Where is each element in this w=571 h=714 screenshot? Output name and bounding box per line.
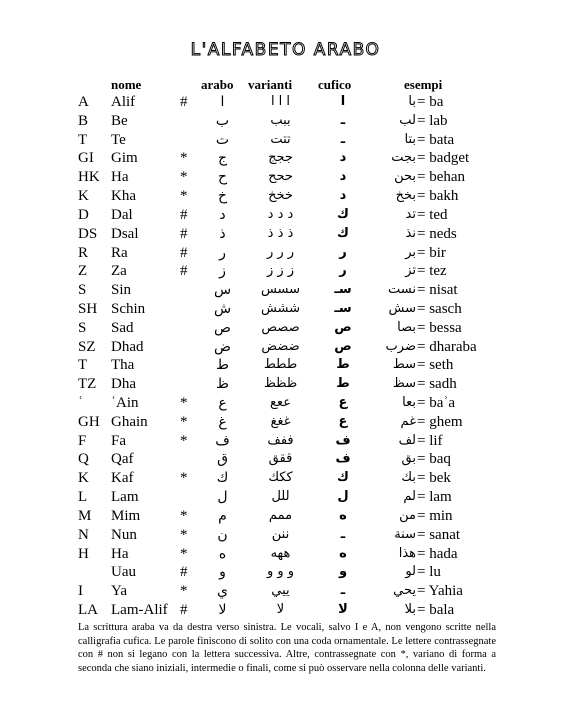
ligature-mark: * (180, 395, 188, 411)
example-arabic: لب (399, 112, 416, 128)
letter-variants: ذ ذ ذ (267, 225, 294, 241)
arabic-letter: ط (216, 357, 229, 374)
letter-variants: ححح (268, 169, 293, 185)
example-latin: = behan (417, 169, 466, 186)
letter-code: D (78, 206, 89, 223)
letter-variants: خخخ (268, 188, 293, 204)
table-row (0, 488, 571, 507)
table-row (0, 281, 571, 300)
letter-name: Dha (111, 376, 136, 393)
example-latin: = sanat (417, 526, 461, 543)
letter-name: Mim (111, 507, 141, 524)
letter-variants: ز ز ز (266, 263, 295, 279)
ligature-mark: * (180, 432, 188, 449)
example-arabic: لو (405, 564, 416, 580)
table-row (0, 394, 571, 413)
arabic-letter: س (213, 282, 232, 299)
kufic-letter: ك (337, 470, 349, 486)
letter-variants: غغغ (270, 413, 291, 429)
letter-code: TZ (78, 376, 97, 393)
letter-code: S (78, 319, 87, 336)
letter-variants: ههه (270, 545, 291, 561)
letter-name: Ghain (111, 413, 148, 430)
kufic-letter: ـ (340, 583, 346, 599)
letter-code: Q (78, 451, 89, 468)
letter-variants: ا ا ا (270, 94, 291, 109)
letter-code: SH (78, 300, 98, 317)
example-latin: = baq (417, 451, 451, 468)
example-arabic: من (399, 507, 416, 523)
table-row (0, 432, 571, 451)
example-latin: = Yahia (417, 583, 463, 600)
letter-name: Tha (111, 357, 135, 374)
letter-code: GH (78, 413, 100, 430)
table-row (0, 507, 571, 526)
example-latin: = neds (417, 225, 457, 242)
ligature-mark: * (180, 507, 188, 524)
table-row (0, 93, 571, 112)
example-arabic: هذا (398, 545, 416, 561)
example-arabic: بتا (404, 131, 416, 147)
example-latin: = tez (417, 263, 447, 280)
letter-code: Z (78, 263, 88, 280)
table-header (0, 77, 571, 93)
kufic-letter: ا (340, 94, 346, 109)
letter-variants: ششش (260, 300, 301, 316)
example-latin: = lab (417, 112, 448, 129)
table-row (0, 563, 571, 582)
letter-name: Sad (111, 319, 134, 336)
letter-variants: ننن (271, 526, 290, 542)
arabic-letter: ظ (216, 376, 229, 393)
table-row (0, 112, 571, 131)
example-arabic: نست (388, 282, 416, 298)
footnote: La scrittura araba va da destra verso sinistra. Le vocali, salvo I e A, non vengono scritte nella calligrafia cufica. Le parole finiscono di solito con una coda ornamentale. Le lettere contrassegnate con # non si legano con la lettera successiva. Altre, contrassegnate con *, variano di forma a seconda che siano iniziali, intermedie o finali, come si può osservare nella colonna delle varianti. (78, 622, 496, 674)
header-cufico: cufico (318, 77, 352, 92)
table-row (0, 319, 571, 338)
letter-name: Gim (111, 150, 138, 167)
kufic-letter: و (338, 564, 348, 580)
example-arabic: سنة (394, 526, 416, 542)
example-latin: = ghem (417, 413, 463, 430)
letter-variants: تتت (270, 131, 291, 147)
arabic-letter: ر (219, 244, 226, 261)
letter-code: A (78, 94, 89, 110)
letter-name: Lam (111, 489, 139, 506)
example-latin: = bakh (417, 188, 459, 205)
arabic-letter: ض (214, 338, 231, 355)
example-arabic: بق (401, 451, 416, 467)
example-arabic: بحن (394, 169, 416, 185)
table-row (0, 262, 571, 281)
letter-variants: صصص (261, 319, 300, 335)
example-latin: = seth (417, 357, 454, 374)
example-arabic: بعا (402, 395, 416, 410)
letter-variants: ككك (268, 470, 293, 486)
kufic-letter: ك (337, 206, 349, 222)
arabic-letter: م (218, 507, 227, 524)
kufic-letter: ه (339, 507, 347, 523)
example-arabic: سظ (392, 376, 416, 392)
table-row (0, 413, 571, 432)
ligature-mark: # (180, 225, 188, 242)
page-title: L'ALFABETO ARABO (190, 40, 381, 60)
letter-name: Sin (111, 282, 132, 299)
arabic-letter: و (219, 564, 226, 581)
arabic-letter: ا (220, 94, 225, 110)
example-arabic: بصا (397, 319, 416, 335)
letter-name: Ha (111, 545, 129, 562)
table-row (0, 450, 571, 469)
example-latin: = badget (417, 150, 470, 167)
example-latin: = ted (417, 206, 448, 223)
example-arabic: ضرب (385, 338, 416, 354)
arabic-letter: ل (217, 489, 228, 506)
example-latin: = nisat (417, 282, 458, 299)
letter-code: T (78, 131, 88, 148)
ligature-mark: * (180, 150, 188, 167)
table-row (0, 131, 571, 150)
example-arabic: تد (405, 206, 416, 222)
ligature-mark: * (180, 545, 188, 562)
example-latin: = bala (417, 601, 455, 618)
letter-name: Be (111, 112, 128, 129)
arabic-letter: ش (213, 300, 232, 317)
header-varianti: varianti (248, 77, 293, 92)
letter-name: Za (111, 263, 127, 280)
letter-name: Ra (111, 244, 128, 261)
example-arabic: با (408, 94, 416, 109)
ligature-mark: * (180, 526, 188, 543)
example-latin: = min (417, 507, 453, 524)
kufic-letter: ط (336, 357, 350, 373)
letter-code: R (78, 244, 89, 261)
table-row (0, 375, 571, 394)
ligature-mark: * (180, 583, 188, 600)
table-row (0, 149, 571, 168)
letter-name: ʿAin (111, 395, 139, 411)
arabic-letter: ذ (219, 225, 226, 242)
letter-code: K (78, 470, 89, 487)
arabic-letter: ع (218, 395, 227, 411)
letter-variants: ععع (270, 395, 291, 410)
table-row (0, 206, 571, 225)
letter-variants: لا (276, 601, 285, 617)
kufic-letter: ر (339, 263, 347, 279)
table-row (0, 601, 571, 620)
ligature-mark: * (180, 470, 188, 487)
example-arabic: بخخ (395, 188, 416, 204)
letter-variants: سسس (260, 282, 301, 298)
letter-variants: للل (271, 489, 290, 505)
kufic-letter: د (339, 169, 347, 185)
table-row (0, 469, 571, 488)
kufic-letter: ك (337, 225, 349, 241)
example-latin: = sadh (417, 376, 457, 393)
example-arabic: بر (405, 244, 416, 260)
letter-name: Schin (111, 300, 146, 317)
letter-variants: و و و (266, 564, 295, 580)
letter-code: N (78, 526, 89, 543)
arabic-letter: غ (218, 413, 227, 430)
letter-name: Alif (111, 94, 136, 110)
arabic-letter: ص (214, 319, 231, 336)
letter-code: F (78, 432, 87, 449)
example-arabic: غم (400, 413, 416, 429)
kufic-letter: ـ (340, 526, 346, 542)
table-row (0, 545, 571, 564)
example-latin: = lu (417, 564, 441, 581)
letter-code: GI (78, 150, 94, 167)
arabic-letter: ز (219, 263, 226, 280)
letter-name: Ya (111, 583, 127, 600)
example-latin: = ba (417, 94, 444, 110)
kufic-letter: ف (335, 432, 351, 448)
arabic-letter: خ (217, 188, 228, 205)
kufic-letter: د (339, 188, 347, 204)
letter-variants: ممم (268, 507, 293, 523)
alphabet-table (0, 93, 571, 620)
kufic-letter: ع (338, 395, 348, 410)
table-row (0, 225, 571, 244)
example-arabic: لف (398, 432, 416, 448)
example-arabic: بجت (391, 150, 416, 166)
kufic-letter: د (339, 150, 347, 166)
kufic-letter: ص (334, 319, 352, 335)
letter-variants: ييي (271, 583, 290, 599)
example-arabic: يحي (393, 583, 416, 599)
letter-code: H (78, 545, 89, 562)
example-latin: = sasch (417, 300, 462, 317)
kufic-letter: ص (334, 338, 352, 354)
letter-variants: ججج (268, 150, 293, 166)
example-arabic: سط (392, 357, 416, 373)
letter-code: HK (78, 169, 100, 186)
arabic-letter: ب (215, 112, 230, 129)
example-latin: = bir (417, 244, 446, 261)
example-arabic: بك (401, 470, 416, 486)
kufic-letter: سـ (334, 300, 352, 316)
example-latin: = bek (417, 470, 451, 487)
letter-code: T (78, 357, 88, 374)
table-row (0, 526, 571, 545)
table-row (0, 582, 571, 601)
example-latin: = baʾa (417, 395, 456, 411)
letter-name: Dal (111, 206, 133, 223)
arabic-letter: لا (218, 601, 227, 618)
example-latin: = lam (417, 489, 452, 506)
letter-code: L (78, 489, 88, 506)
letter-name: Ha (111, 169, 129, 186)
letter-name: Nun (111, 526, 137, 543)
table-row (0, 244, 571, 263)
letter-name: Kha (111, 188, 136, 205)
letter-name: Kaf (111, 470, 134, 487)
letter-code: SZ (78, 338, 96, 355)
arabic-letter: ج (217, 150, 228, 167)
kufic-letter: سـ (334, 282, 352, 298)
letter-variants: ففف (267, 432, 294, 448)
letter-code: M (78, 507, 92, 524)
ligature-mark: # (180, 94, 188, 110)
kufic-letter: ع (338, 413, 348, 429)
letter-variants: ططط (263, 357, 298, 373)
kufic-letter: لا (338, 601, 348, 617)
example-arabic: تز (405, 263, 416, 279)
arabic-letter: د (219, 206, 226, 223)
arabic-letter: ق (217, 451, 228, 468)
example-latin: = hada (417, 545, 458, 562)
letter-variants: ضضض (261, 338, 300, 354)
ligature-mark: # (180, 244, 188, 261)
letter-code: DS (78, 225, 98, 242)
arabic-letter: ن (217, 526, 228, 543)
arabic-letter: ت (215, 131, 230, 148)
letter-code: B (78, 112, 89, 129)
letter-name: Uau (111, 564, 136, 581)
example-latin: = bessa (417, 319, 462, 336)
ligature-mark: # (180, 263, 188, 280)
example-latin: = dharaba (417, 338, 477, 355)
letter-name: Lam-Alif (111, 601, 168, 618)
letter-name: Fa (111, 432, 126, 449)
letter-code: ʿ (78, 395, 83, 411)
letter-code: S (78, 282, 87, 299)
kufic-letter: ه (339, 545, 347, 561)
header-arabo: arabo (201, 77, 234, 92)
arabic-letter: ح (217, 169, 228, 186)
arabic-letter: ك (216, 470, 229, 487)
letter-name: Dsal (111, 225, 139, 242)
table-row (0, 300, 571, 319)
example-arabic: نذ (405, 225, 416, 241)
ligature-mark: * (180, 169, 188, 186)
letter-code: I (78, 583, 83, 600)
kufic-letter: ل (337, 489, 349, 505)
ligature-mark: * (180, 188, 188, 205)
example-arabic: لم (403, 489, 416, 505)
letter-name: Qaf (111, 451, 134, 468)
table-row (0, 187, 571, 206)
ligature-mark: * (180, 413, 188, 430)
ligature-mark: # (180, 206, 188, 223)
example-latin: = lif (417, 432, 443, 449)
kufic-letter: ف (335, 451, 351, 467)
arabic-letter: ي (217, 583, 228, 600)
kufic-letter: ط (336, 376, 350, 392)
letter-name: Dhad (111, 338, 144, 355)
letter-variants: ر ر ر (266, 244, 295, 260)
ligature-mark: # (180, 601, 188, 618)
kufic-letter: ـ (340, 131, 346, 147)
table-row (0, 356, 571, 375)
letter-variants: ببب (270, 112, 291, 128)
header-nome: nome (111, 77, 142, 92)
letter-variants: ظظظ (263, 376, 298, 392)
table-row (0, 338, 571, 357)
letter-variants: ققق (268, 451, 293, 467)
example-arabic: بلا (404, 601, 416, 617)
letter-name: Te (111, 131, 126, 148)
table-row (0, 168, 571, 187)
header-esempi: esempi (404, 77, 443, 92)
example-arabic: سش (388, 300, 416, 316)
letter-code: LA (78, 601, 98, 618)
letter-code: K (78, 188, 89, 205)
arabic-letter: ه (218, 545, 227, 562)
letter-variants: د د د (267, 206, 294, 222)
kufic-letter: ـ (340, 112, 346, 128)
arabic-letter: ف (215, 432, 230, 449)
ligature-mark: # (180, 564, 188, 581)
kufic-letter: ر (339, 244, 347, 260)
example-latin: = bata (417, 131, 455, 148)
